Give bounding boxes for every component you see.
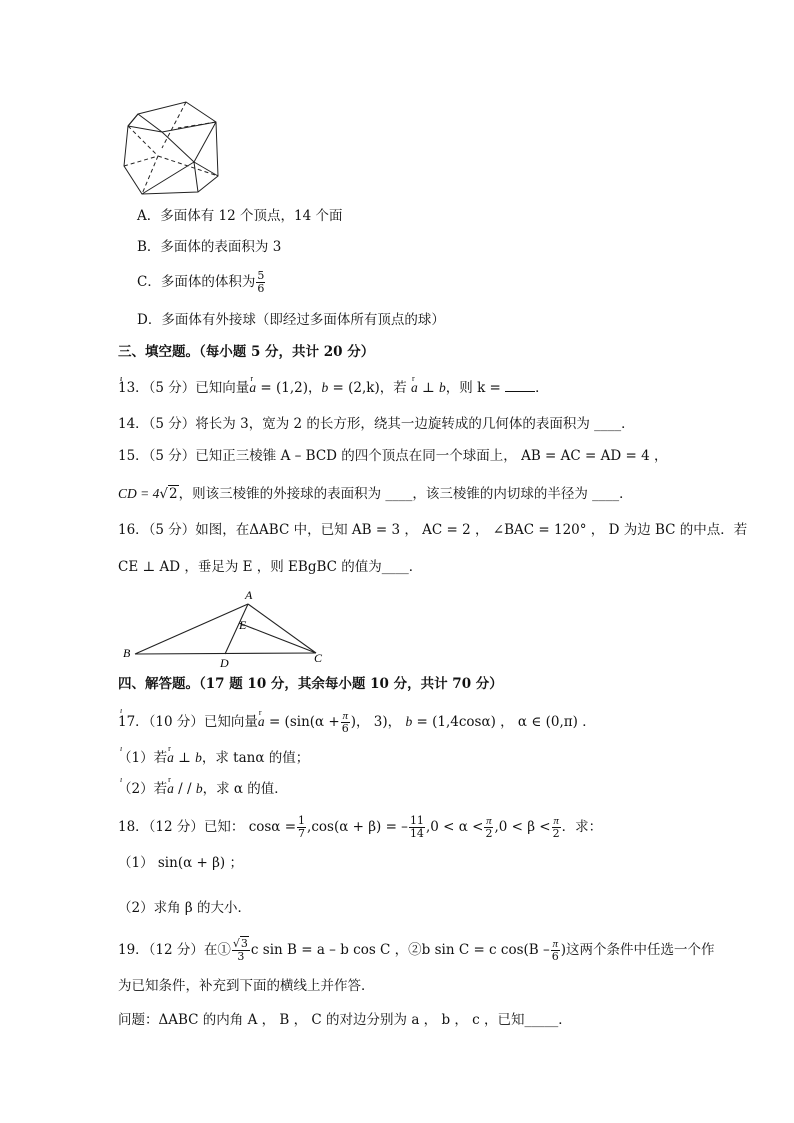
answer-blank (505, 379, 535, 392)
section-4-title: 四、解答题。（17 题 10 分，其余每小题 10 分，共计 70 分） (118, 676, 503, 692)
option-b: B．多面体的表面积为 3 (137, 239, 282, 255)
section-3-title: 三、填空题。（每小题 5 分，共计 20 分） (118, 344, 375, 360)
question-19-line-3: 问题：ΔABC 的内角 A ， B ， C 的对边分别为 a ， b ， c ，已知_____． (118, 1012, 572, 1028)
label-b: B (123, 646, 131, 660)
option-c-fraction: $\frac{5}{6}$ (257, 269, 265, 295)
question-19: 19．（12 分）在① $\frac{√3}{3}$ c sin B = a – b cos C ，②b sin C = c cos(B – $\frac{\pi}{6}$ )这两个条件中任选一个作 (118, 937, 715, 963)
question-14: 14．（5 分）将长为 3，宽为 2 的长方形，绕其一边旋转成的几何体的表面积为 ____． (118, 416, 635, 432)
label-a: A (245, 588, 253, 602)
question-17: 17．（10 分）已知向量r a = (sin(α + $\frac{\pi}{6}$ )， 3)， ı b = (1,4cosα) ， α ∈ (0,π) ． (118, 710, 596, 735)
label-e: E (239, 618, 247, 632)
option-d: D．多面体有外接球（即经过多面体所有顶点的球） (137, 312, 445, 328)
question-17-part-1: （1）若r a ⊥ ı b，求 tanα 的值； (118, 748, 309, 768)
question-17-part-2: （2）若r a / / ı b，求 α 的值． (118, 779, 288, 799)
question-19-line-2: 为已知条件，补充到下面的横线上并作答． (118, 978, 375, 994)
triangle-figure (118, 585, 338, 670)
question-18-part-1: （1） sin(α + β) ； (118, 855, 243, 871)
question-18-part-2: （2）求角 β 的大小． (118, 900, 251, 916)
polyhedron-figure (118, 98, 228, 198)
question-15-line-1: 15．（5 分）已知正三棱锥 A – BCD 的四个顶点在同一个球面上， AB = AC = AD = 4 ， (118, 448, 668, 464)
question-15-line-2: CD = 4√2，则该三棱锥的外接球的表面积为 ____，该三棱锥的内切球的半径为 ____． (118, 486, 633, 502)
question-13: 13．（5 分）已知向量r a = (1,2)，ı b = (2,k)，若 r a ⊥ ı b，则 k = ． (118, 378, 549, 398)
question-16-line-2: CE ⊥ AD ，垂足为 E ，则 EBgBC 的值为____． (118, 559, 423, 575)
question-16-line-1: 16．（5 分）如图，在ΔABC 中，已知 AB = 3 ， AC = 2 ， ∠BAC = 120° ， D 为边 BC 的中点．若 (118, 522, 748, 538)
label-c: C (314, 651, 323, 665)
label-d: D (220, 656, 229, 670)
option-c-text: C．多面体的体积为 (137, 274, 256, 290)
option-c (137, 270, 266, 295)
question-18: 18．（12 分）已知： cosα = $\frac{1}{7}$ ,cos(α + β) = – $\frac{11}{14}$ ,0 < α < $\frac{\pi}{2}$ ,0 < β < $\frac{\pi}{2}$ ．求： (118, 814, 603, 840)
option-a: A．多面体有 12 个顶点，14 个面 (137, 208, 343, 224)
